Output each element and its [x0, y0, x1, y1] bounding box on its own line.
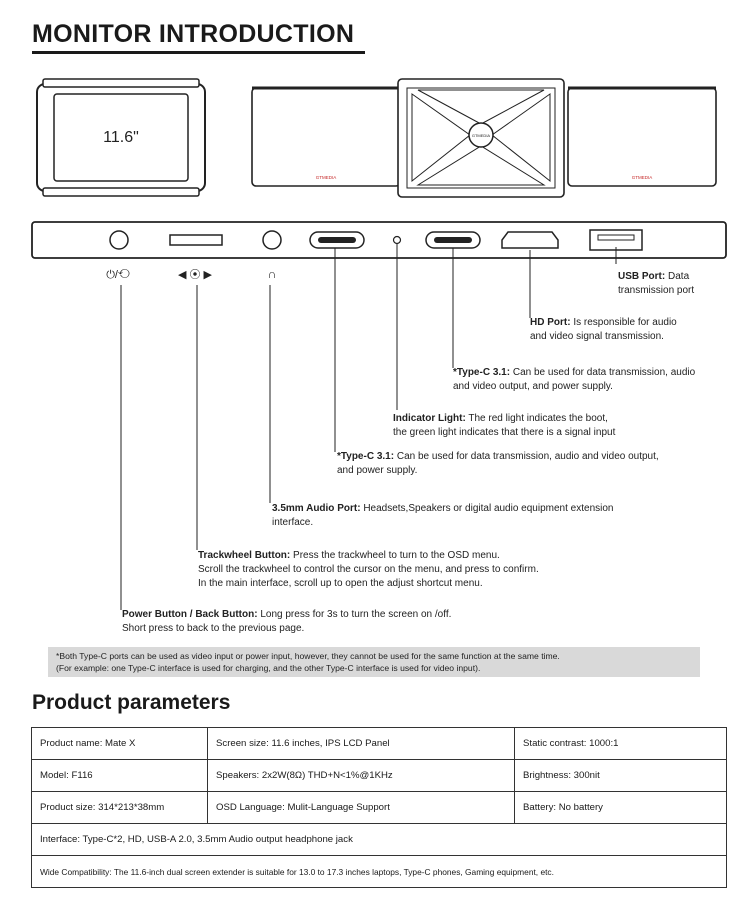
table-cell: Wide Compatibility: The 11.6-inch dual screen extender is suitable for 13.0 to 17.3 inches laptops, Type-C phones, Gaming equipment, etc. [32, 856, 727, 888]
power-button-port [110, 231, 128, 249]
table-cell: Screen size: 11.6 inches, IPS LCD Panel [208, 728, 515, 760]
table-cell: Static contrast: 1000:1 [515, 728, 727, 760]
callout-trackwheel: Trackwheel Button: Press the trackwheel to turn to the OSD menu. Scroll the trackwheel to control the cursor on the menu, and press to confirm. In the main interface, scroll up to open the adjust shortcut menu. [198, 550, 539, 589]
callout-audio: 3.5mm Audio Port: Headsets,Speakers or digital audio equipment extension interface. [272, 503, 614, 528]
brand-mark-right: GTMEDIA [631, 175, 653, 180]
callout-usb: USB Port: Data transmission port [618, 271, 695, 296]
screen-size-label: 11.6" [103, 129, 139, 146]
callout-power: Power Button / Back Button: Long press for 3s to turn the screen on /off. Short press to back to the previous page. [122, 609, 452, 634]
callout-indicator: Indicator Light: The red light indicates the boot, the green light indicates that there is a signal input [393, 413, 616, 438]
table-cell: Brightness: 300nit [515, 760, 727, 792]
table-cell: Battery: No battery [515, 792, 727, 824]
table-cell: OSD Language: Mulit-Language Support [208, 792, 515, 824]
hd-port [502, 232, 558, 248]
brand-mark-center: GTMEDIA [471, 133, 491, 138]
indicator-light [394, 237, 401, 244]
audio-jack-port [263, 231, 281, 249]
monitor-front-view [37, 79, 205, 196]
type-c-note: *Both Type-C ports can be used as video input or power input, however, they cannot be used for the same function at the same time. (For example: one Type-C interface is used for charging, and the other Type-C interface is used for video input). [48, 647, 700, 677]
table-cell: Model: F116 [32, 760, 208, 792]
headphone-symbol: ∩ [267, 267, 277, 281]
page-title: MONITOR INTRODUCTION [32, 20, 355, 48]
table-row [32, 856, 727, 888]
callout-hd: HD Port: Is responsible for audio and video signal transmission. [530, 317, 677, 342]
callout-typec-left: *Type-C 3.1: Can be used for data transmission, audio and video output, and power supply. [337, 451, 659, 476]
table-cell: Speakers: 2x2W(8Ω) THD+N<1%@1KHz [208, 760, 515, 792]
monitor-side-ports [32, 222, 726, 258]
callout-typec-right: *Type-C 3.1: Can be used for data transmission, audio and video output, and power supply. [453, 367, 696, 392]
trackwheel-port [170, 235, 222, 245]
table-cell: Product size: 314*213*38mm [32, 792, 208, 824]
table-cell: Interface: Type-C*2, HD, USB-A 2.0, 3.5mm Audio output headphone jack [32, 824, 727, 856]
power-symbol: ⏻/⟲ [106, 269, 130, 281]
monitor-unfolded-view [252, 79, 716, 197]
table-row [32, 824, 727, 856]
table-row [32, 792, 727, 824]
params-table [31, 727, 727, 888]
brand-mark-left: GTMEDIA [315, 175, 337, 180]
table-cell: Product name: Mate X [32, 728, 208, 760]
table-row [32, 760, 727, 792]
table-row [32, 728, 727, 760]
trackwheel-symbol: ◀ ⦿ ▶ [177, 269, 213, 281]
params-title: Product parameters [32, 691, 231, 714]
